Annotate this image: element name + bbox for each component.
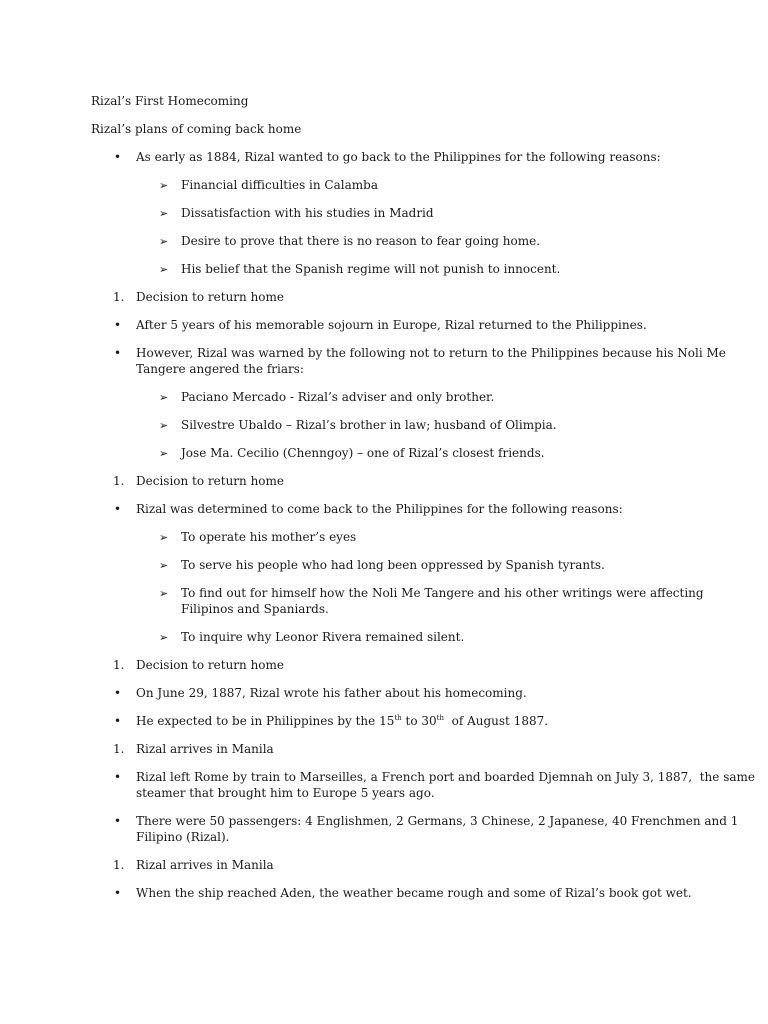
- numbered-marker: 1.: [113, 658, 125, 672]
- sub-item: Silvestre Ubaldo – Rizal’s brother in law; husband of Olimpia.: [181, 418, 557, 432]
- arrow-bullet-icon: ➢: [159, 631, 169, 644]
- bullet-item: After 5 years of his memorable sojourn in Europe, Rizal returned to the Philippines.: [136, 318, 647, 332]
- text-run: to 30: [401, 714, 437, 728]
- text-run: of August 1887.: [443, 714, 549, 728]
- sub-item: To operate his mother’s eyes: [181, 530, 357, 544]
- arrow-bullet-icon: ➢: [159, 179, 169, 192]
- numbered-heading: Decision to return home: [136, 658, 285, 672]
- numbered-marker: 1.: [113, 474, 125, 488]
- bullet-marker: •: [114, 686, 122, 700]
- bullet-marker: •: [114, 886, 122, 900]
- sub-item-line: To find out for himself how the Noli Me Tangere and his other writings were affecting: [181, 586, 704, 600]
- sub-item: Jose Ma. Cecilio (Chenngoy) – one of Rizal’s closest friends.: [181, 446, 545, 460]
- numbered-marker: 1.: [113, 290, 125, 304]
- document-title: Rizal’s First Homecoming: [91, 94, 249, 108]
- superscript: th: [436, 714, 444, 722]
- text-run: He expected to be in Philippines by the 15: [136, 714, 395, 728]
- bullet-marker: •: [114, 346, 122, 360]
- numbered-marker: 1.: [113, 858, 125, 872]
- numbered-heading: Rizal arrives in Manila: [136, 858, 274, 872]
- superscript: th: [394, 714, 402, 722]
- sub-item-line: Filipinos and Spaniards.: [181, 602, 329, 616]
- arrow-bullet-icon: ➢: [159, 559, 169, 572]
- arrow-bullet-icon: ➢: [159, 587, 169, 600]
- sub-item: To inquire why Leonor Rivera remained silent.: [181, 630, 465, 644]
- bullet-item-line: However, Rizal was warned by the following not to return to the Philippines because his Noli Me: [136, 346, 726, 360]
- bullet-item-line: Tangere angered the friars:: [136, 362, 304, 376]
- arrow-bullet-icon: ➢: [159, 419, 169, 432]
- arrow-bullet-icon: ➢: [159, 531, 169, 544]
- arrow-bullet-icon: ➢: [159, 207, 169, 220]
- bullet-marker: •: [114, 714, 122, 728]
- bullet-marker: •: [114, 318, 122, 332]
- sub-item: Dissatisfaction with his studies in Madrid: [181, 206, 434, 220]
- sub-item: Financial difficulties in Calamba: [181, 178, 378, 192]
- section-subtitle: Rizal’s plans of coming back home: [91, 122, 302, 136]
- bullet-item-line: steamer that brought him to Europe 5 years ago.: [136, 786, 435, 800]
- bullet-item-line: There were 50 passengers: 4 Englishmen, 2 Germans, 3 Chinese, 2 Japanese, 40 Frenchmen and 1: [136, 814, 739, 828]
- numbered-heading: Decision to return home: [136, 474, 285, 488]
- arrow-bullet-icon: ➢: [159, 447, 169, 460]
- bullet-item-line: Filipino (Rizal).: [136, 830, 230, 844]
- bullet-marker: •: [114, 770, 122, 784]
- sub-item: Paciano Mercado - Rizal’s adviser and only brother.: [181, 390, 495, 404]
- bullet-marker: •: [114, 814, 122, 828]
- bullet-item: Rizal was determined to come back to the Philippines for the following reasons:: [136, 502, 623, 516]
- arrow-bullet-icon: ➢: [159, 263, 169, 276]
- bullet-item: [136, 714, 548, 729]
- arrow-bullet-icon: ➢: [159, 391, 169, 404]
- bullet-marker: •: [114, 502, 122, 516]
- sub-item: To serve his people who had long been oppressed by Spanish tyrants.: [181, 558, 605, 572]
- bullet-item: On June 29, 1887, Rizal wrote his father about his homecoming.: [136, 686, 527, 700]
- sub-item: Desire to prove that there is no reason to fear going home.: [181, 234, 541, 248]
- arrow-bullet-icon: ➢: [159, 235, 169, 248]
- bullet-item: When the ship reached Aden, the weather became rough and some of Rizal’s book got wet.: [136, 886, 692, 900]
- numbered-marker: 1.: [113, 742, 125, 756]
- numbered-heading: Rizal arrives in Manila: [136, 742, 274, 756]
- numbered-heading: Decision to return home: [136, 290, 285, 304]
- bullet-item-line: Rizal left Rome by train to Marseilles, a French port and boarded Djemnah on July 3, 1887, the same: [136, 770, 755, 784]
- sub-item: His belief that the Spanish regime will not punish to innocent.: [181, 262, 561, 276]
- bullet-marker: •: [114, 150, 122, 164]
- bullet-item: As early as 1884, Rizal wanted to go back to the Philippines for the following reasons:: [136, 150, 661, 164]
